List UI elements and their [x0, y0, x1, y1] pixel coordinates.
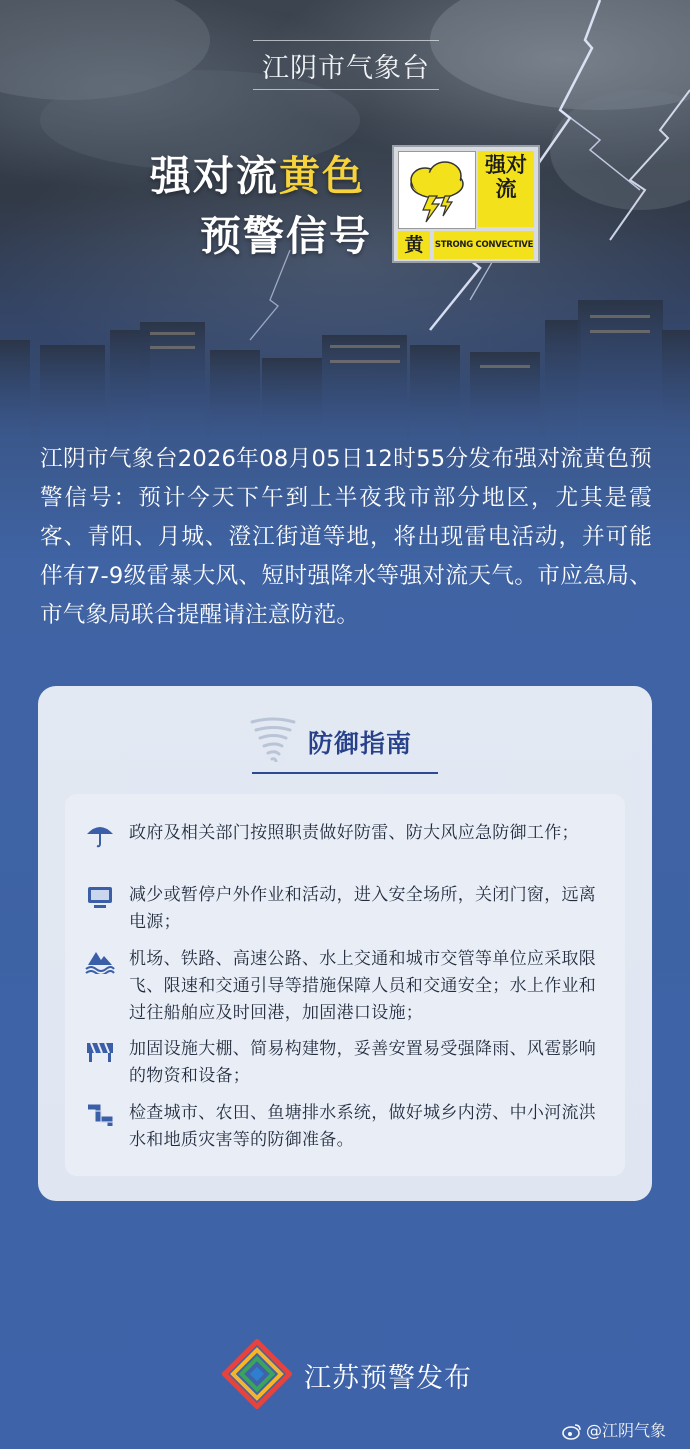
warning-description: 江阴市气象台2026年08月05日12时55分发布强对流黄色预警信号：预计今天下午到上半夜我市部分地区，尤其是霞客、青阳、月城、澄江街道等地，将出现雷电活动，并可能伴有7-9级雷暴大风、短时强降水等强对流天气。市应急局、市气象局联合提醒请注意防范。	[40, 446, 652, 628]
headline-line2: 预警信号	[200, 212, 372, 260]
tornado-icon	[248, 716, 298, 762]
guide-item-text: 政府及相关部门按照职责做好防雷、防大风应急防御工作；	[129, 823, 579, 843]
signal-english-label: STRONG CONVECTIVE	[434, 231, 534, 259]
guide-title-underline	[252, 772, 438, 774]
umbrella-icon	[85, 822, 115, 848]
guide-title: 防御指南	[308, 729, 413, 758]
headline-color-word: 黄色	[279, 152, 365, 200]
guide-item-text: 加固设施大棚、简易构建物，妥善安置易受强降雨、风雹影响的物资和设备；	[129, 1039, 597, 1086]
issuer-title: 江阴市气象台	[253, 40, 439, 90]
watermark-handle: @江阴气象	[586, 1421, 667, 1440]
defense-guide-panel	[38, 686, 652, 1201]
guide-item-text: 减少或暂停户外作业和活动，进入安全场所，关闭门窗，远离电源；	[129, 885, 597, 932]
guide-list	[65, 794, 625, 1176]
headline-part1: 强对流	[150, 152, 279, 200]
barrier-icon	[85, 1038, 115, 1064]
water-wave-icon	[85, 948, 115, 974]
thunder-cloud-icon	[398, 151, 476, 229]
drain-pipe-icon	[85, 1102, 115, 1128]
warning-headline	[150, 146, 390, 266]
warning-signal-badge	[392, 145, 540, 263]
guide-header	[38, 716, 652, 776]
publisher-name: 江苏预警发布	[304, 1363, 472, 1394]
signal-type-label: 强对流	[478, 151, 534, 227]
weibo-icon	[562, 1423, 582, 1440]
weibo-watermark	[562, 1418, 666, 1441]
signal-level-label: 黄	[398, 231, 430, 259]
header-banner	[0, 0, 690, 440]
guide-item-text: 机场、铁路、高速公路、水上交通和城市交管等单位应采取限飞、限速和交通引导等措施保障人员和交通安全；水上作业和过往船舶应及时回港，加固港口设施；	[129, 949, 597, 1023]
guide-item-text: 检查城市、农田、鱼塘排水系统，做好城乡内涝、中小河流洪水和地质灾害等的防御准备。	[129, 1103, 597, 1150]
jiangsu-warning-logo	[222, 1339, 292, 1409]
monitor-icon	[85, 884, 115, 910]
